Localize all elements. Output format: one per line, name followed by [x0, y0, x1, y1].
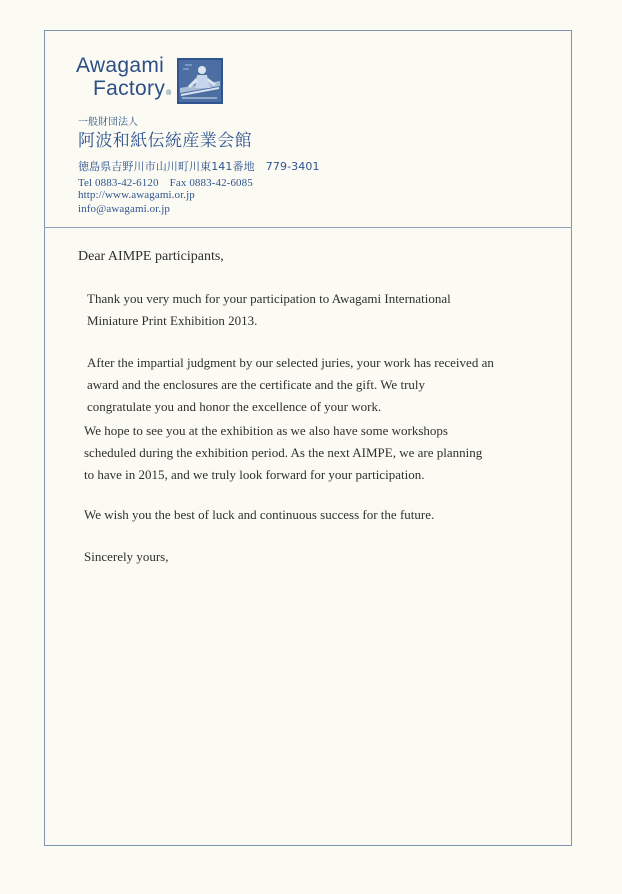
brand-name-line1: Awagami — [76, 54, 165, 77]
paragraph-line: to have in 2015, and we truly look forward for your participation. — [84, 467, 425, 482]
header-divider — [44, 227, 572, 228]
brand-name-text: Factory — [93, 77, 166, 100]
paragraph-line: We hope to see you at the exhibition as we also have some workshops — [84, 423, 448, 438]
org-name: 阿波和紙伝統産業会館 — [78, 131, 252, 151]
address-line: 徳島県吉野川市山川町川東141番地 779-3401 — [78, 160, 320, 173]
registered-mark: ® — [166, 90, 172, 97]
papermaker-icon — [177, 58, 223, 104]
paragraph-wishes: We wish you the best of luck and continuous success for the future. — [84, 507, 435, 522]
org-prefix: 一般財団法人 — [78, 117, 138, 128]
paragraph-exhibition — [84, 420, 482, 486]
brand-name-line2 — [93, 77, 172, 101]
closing: Sincerely yours, — [84, 549, 169, 564]
phone-fax-line: Tel 0883-42-6120 Fax 0883-42-6085 — [78, 177, 253, 189]
paragraph-line: award and the enclosures are the certificate and the gift. We truly — [87, 377, 426, 392]
paragraph-line: After the impartial judgment by our selected juries, your work has received an — [87, 355, 494, 370]
paragraph-award — [87, 352, 494, 418]
email-link[interactable]: info@awagami.or.jp — [78, 203, 170, 215]
paragraph-line: congratulate you and honor the excellence of your work. — [87, 399, 382, 414]
website-link[interactable]: http://www.awagami.or.jp — [78, 189, 195, 201]
paragraph-line: Thank you very much for your participation to Awagami International — [87, 291, 451, 306]
paragraph-line: Miniature Print Exhibition 2013. — [87, 313, 258, 328]
salutation: Dear AIMPE participants, — [78, 249, 224, 264]
paragraph-thanks — [87, 288, 451, 332]
paragraph-line: scheduled during the exhibition period. As the next AIMPE, we are planning — [84, 445, 483, 460]
